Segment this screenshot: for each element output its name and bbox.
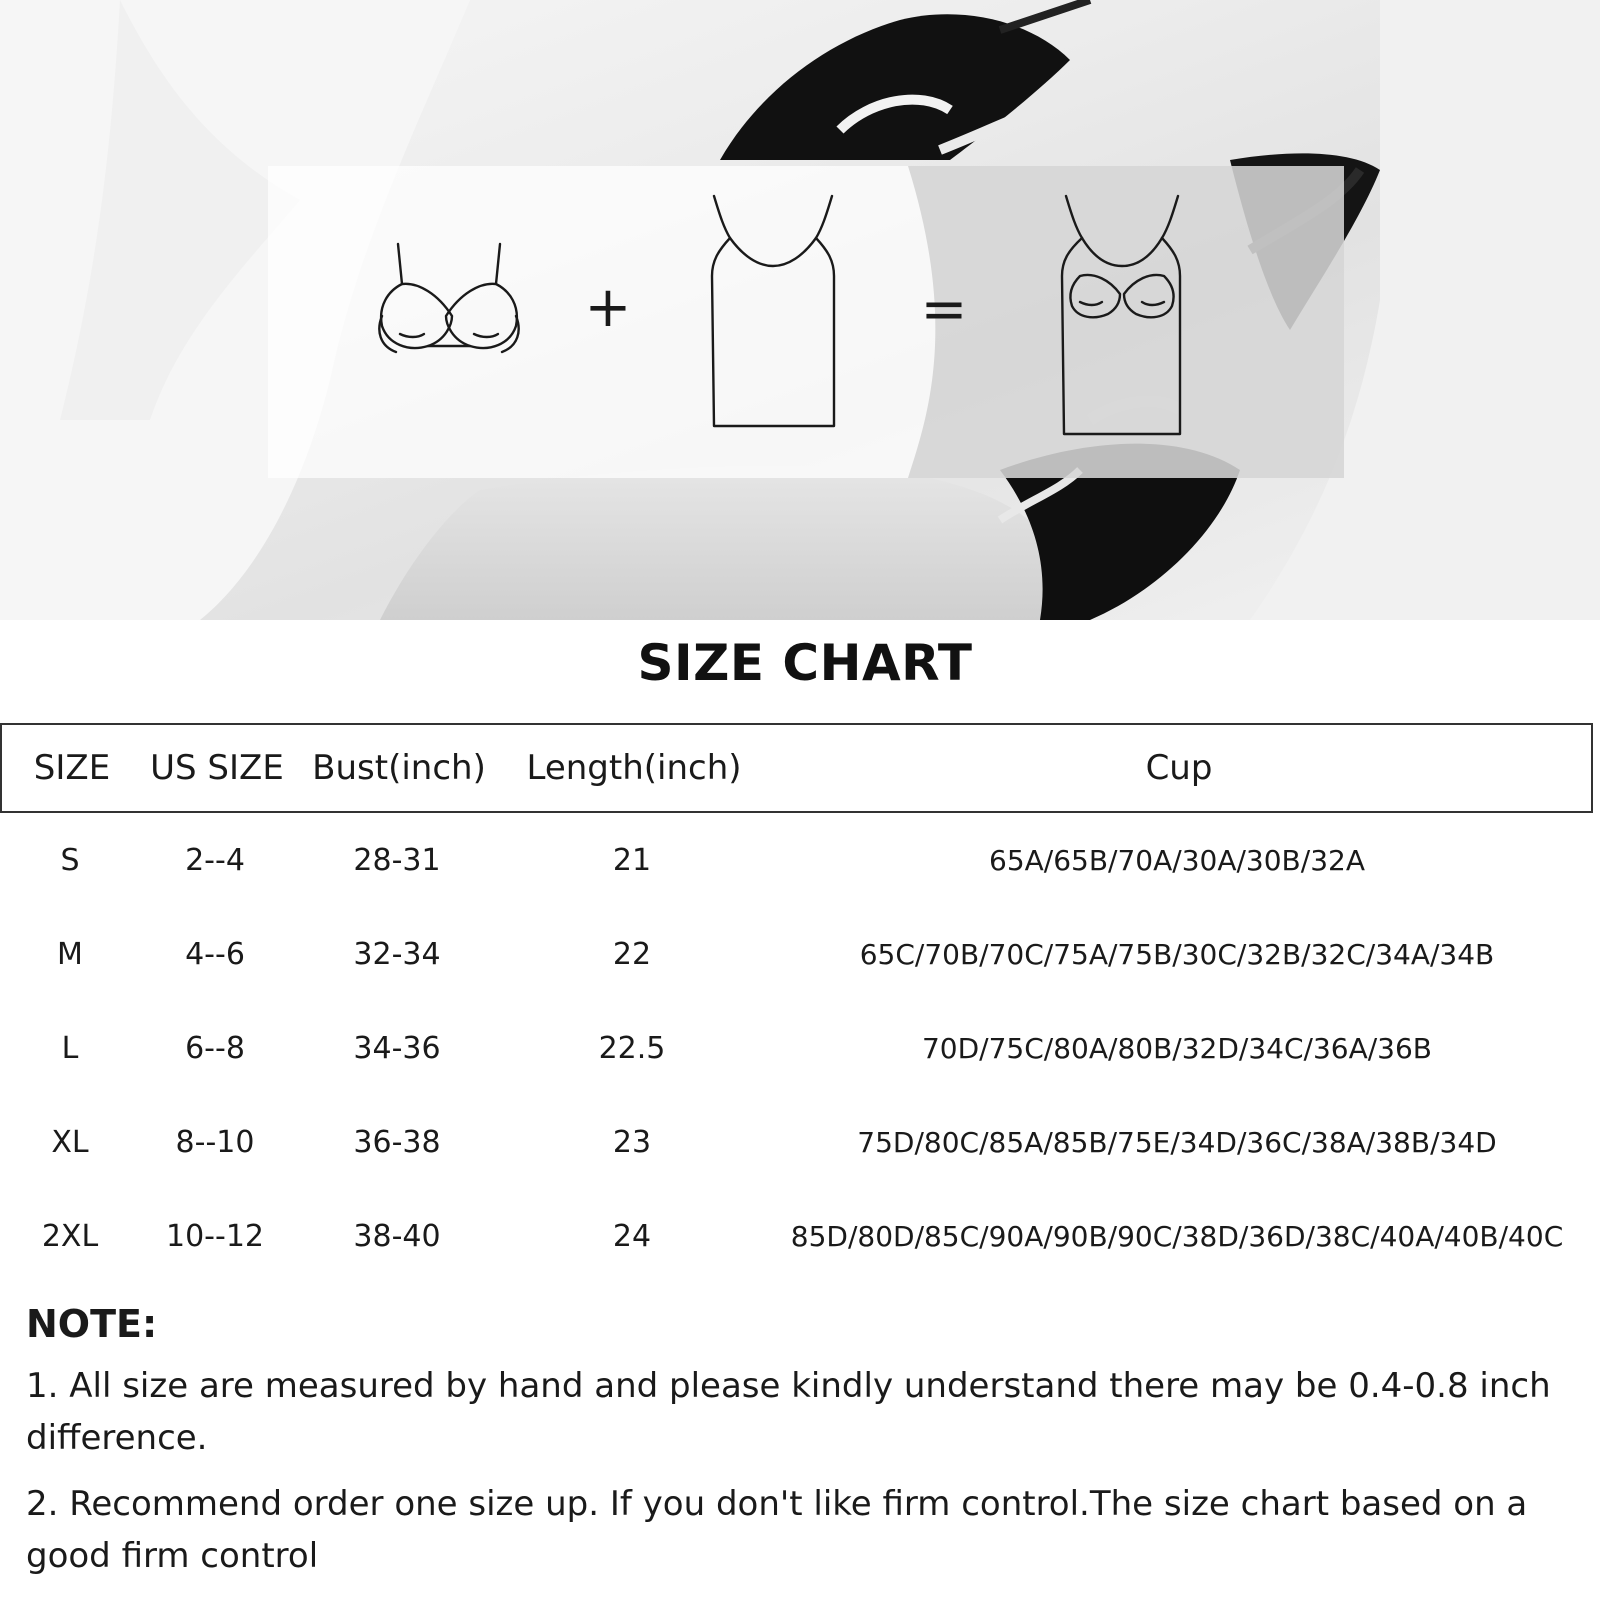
cell-size: M bbox=[57, 936, 83, 972]
column-header-us-size: US SIZE bbox=[150, 748, 284, 788]
cell-size: 2XL bbox=[41, 1218, 99, 1254]
equals-sign: = bbox=[920, 277, 968, 342]
notes-heading: NOTE: bbox=[26, 1302, 158, 1346]
table-row bbox=[0, 813, 1594, 907]
cell-cup: 75D/80C/85A/85B/75E/34D/36C/38A/38B/34D bbox=[857, 1125, 1497, 1159]
cell-cup: 85D/80D/85C/90A/90B/90C/38D/36D/38C/40A/40B/40C bbox=[790, 1219, 1564, 1253]
cell-cup: 65C/70B/70C/75A/75B/30C/32B/32C/34A/34B bbox=[859, 937, 1495, 971]
column-header-length: Length(inch) bbox=[526, 748, 742, 788]
product-photo bbox=[0, 0, 1600, 620]
column-header-size: SIZE bbox=[33, 748, 111, 788]
table-row bbox=[0, 1095, 1594, 1189]
cell-length: 21 bbox=[612, 842, 652, 878]
cell-us-size: 2--4 bbox=[185, 842, 245, 878]
cell-bust: 34-36 bbox=[353, 1030, 441, 1066]
cell-bust: 28-31 bbox=[353, 842, 441, 878]
table-header-row bbox=[0, 723, 1593, 813]
cell-us-size: 10--12 bbox=[166, 1218, 264, 1254]
size-table bbox=[0, 723, 1594, 1283]
cell-size: S bbox=[60, 842, 80, 878]
table-row bbox=[0, 1001, 1594, 1095]
cell-us-size: 4--6 bbox=[185, 936, 245, 972]
cell-length: 24 bbox=[612, 1218, 652, 1254]
combo-illustration bbox=[268, 166, 1344, 478]
page-title: SIZE CHART bbox=[637, 634, 973, 692]
table-row bbox=[0, 1189, 1594, 1283]
cell-us-size: 6--8 bbox=[185, 1030, 245, 1066]
note-item: 2. Recommend order one size up. If you don't like firm control.The size chart based on a good firm control bbox=[26, 1484, 1528, 1576]
combo-banner bbox=[268, 166, 1344, 478]
plus-sign: + bbox=[584, 275, 632, 340]
notes-section bbox=[26, 1302, 1586, 1596]
cell-length: 23 bbox=[612, 1124, 652, 1160]
note-item: 1. All size are measured by hand and please kindly understand there may be 0.4-0.8 inch difference. bbox=[26, 1366, 1551, 1458]
column-header-bust: Bust(inch) bbox=[312, 748, 486, 788]
cell-bust: 36-38 bbox=[353, 1124, 441, 1160]
cell-cup: 65A/65B/70A/30A/30B/32A bbox=[989, 843, 1365, 877]
cell-length: 22.5 bbox=[598, 1030, 666, 1066]
cell-us-size: 8--10 bbox=[175, 1124, 255, 1160]
camisole-icon bbox=[712, 196, 834, 426]
column-header-cup: Cup bbox=[1145, 748, 1213, 788]
cell-cup: 70D/75C/80A/80B/32D/34C/36A/36B bbox=[921, 1031, 1432, 1065]
cell-size: XL bbox=[51, 1124, 89, 1160]
cell-bust: 38-40 bbox=[353, 1218, 441, 1254]
cell-size: L bbox=[61, 1030, 79, 1066]
cell-length: 22 bbox=[612, 936, 652, 972]
cell-bust: 32-34 bbox=[353, 936, 441, 972]
bra-icon bbox=[379, 244, 518, 352]
table-row bbox=[0, 907, 1594, 1001]
